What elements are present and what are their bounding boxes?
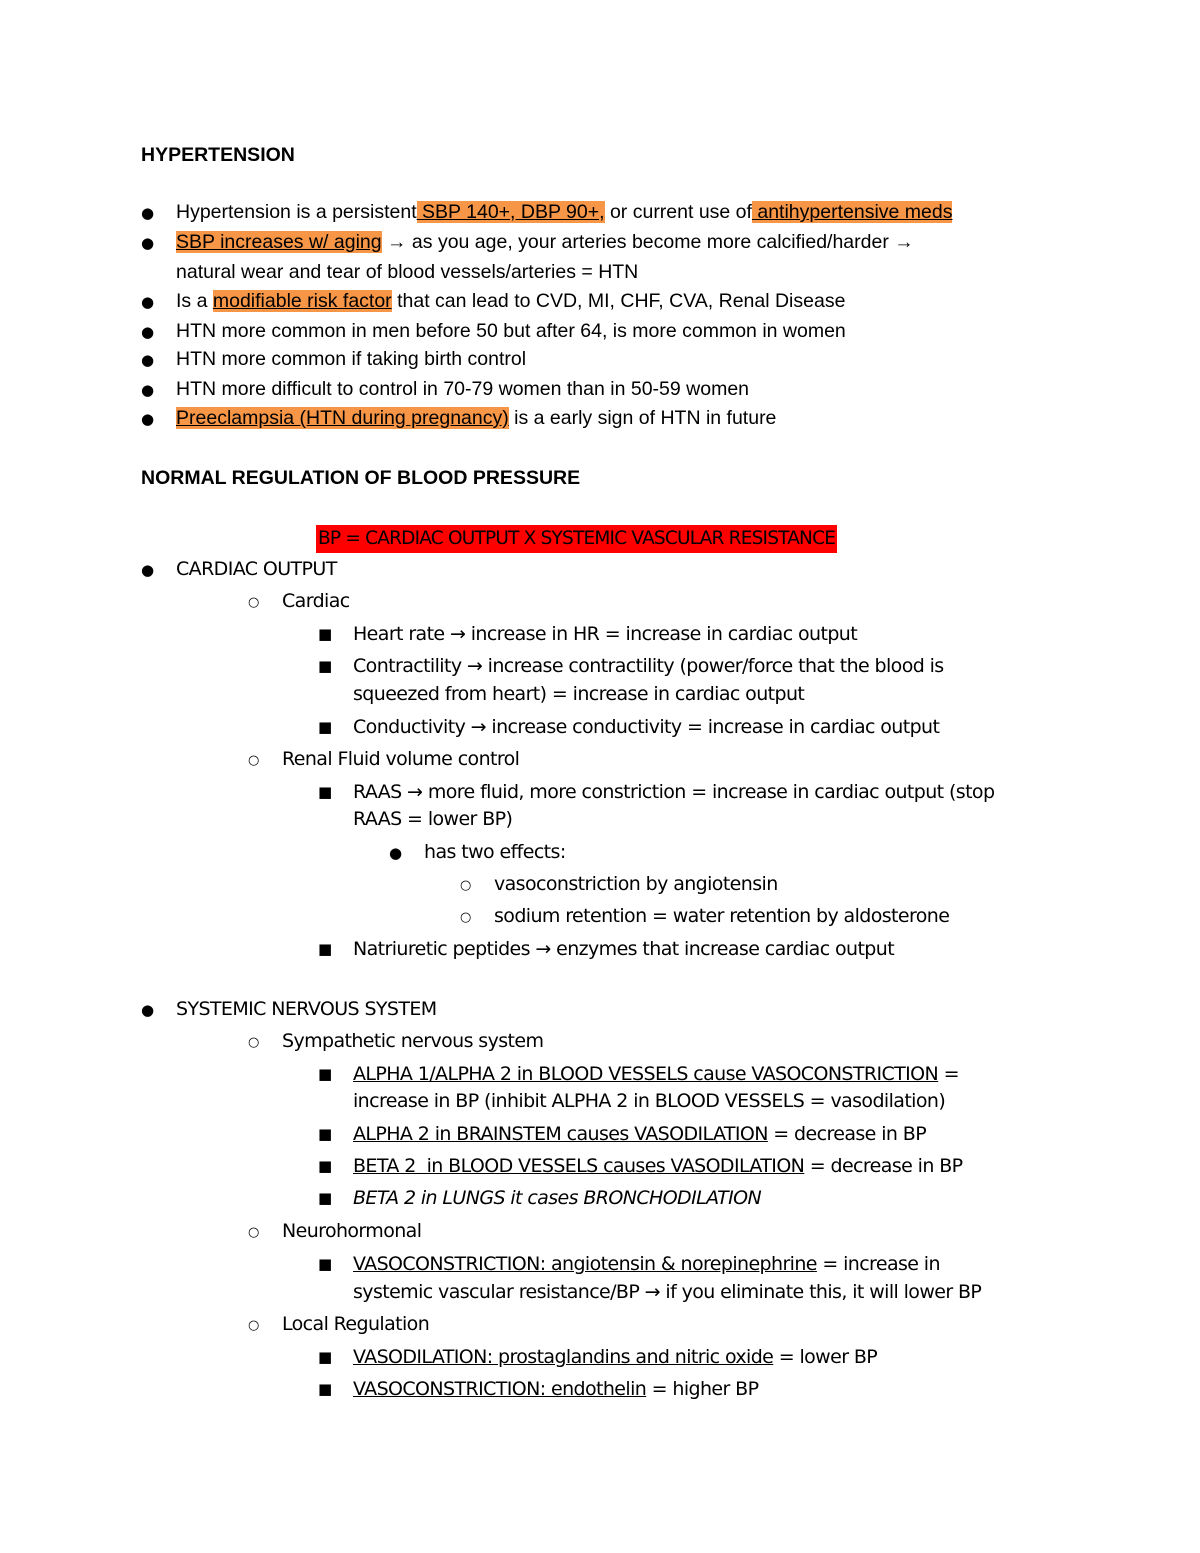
bullet-square: ■ <box>318 783 333 801</box>
alpha-brainstem: ALPHA 2 in BRAINSTEM causes VASODILATION = decrease in BP <box>353 1123 927 1145</box>
htn-definition: Hypertension is a persistent SBP 140+, DBP 90+, or current use of antihypertensive meds <box>176 201 953 223</box>
renal-fluid: Renal Fluid volume control <box>282 748 520 770</box>
htn-birth-control: HTN more common if taking birth control <box>176 348 527 370</box>
sbp-aging: SBP increases w/ aging → as you age, your arteries become more calcified/harder → <box>176 231 914 253</box>
bullet-dot: ● <box>141 204 155 222</box>
raas: RAAS → more fluid, more constriction = increase in cardiac output (stop <box>353 781 995 803</box>
sodium-retention: sodium retention = water retention by aldosterone <box>494 905 950 927</box>
bullet-square: ■ <box>318 625 333 643</box>
two-effects: has two effects: <box>424 841 566 863</box>
bullet-dot: ● <box>141 293 155 311</box>
bullet-square: ■ <box>318 1348 333 1366</box>
bullet-square: ■ <box>318 1065 333 1083</box>
vasoconstriction-local: VASOCONSTRICTION: endothelin = higher BP <box>353 1378 759 1400</box>
contractility: Contractility → increase contractility (power/force that the blood is <box>353 655 944 677</box>
beta-vessels: BETA 2 in BLOOD VESSELS causes VASODILATION = decrease in BP <box>353 1155 963 1177</box>
htn-control-women: HTN more difficult to control in 70-79 women than in 50-59 women <box>176 378 750 400</box>
bullet-square: ■ <box>318 1380 333 1398</box>
bullet-ring: ○ <box>248 753 260 768</box>
bullet-square: ■ <box>318 718 333 736</box>
bullet-ring: ○ <box>248 1035 260 1050</box>
raas-cont: RAAS = lower BP) <box>353 808 513 830</box>
bullet-square: ■ <box>318 1255 333 1273</box>
vasoconstriction-neuro-cont: systemic vascular resistance/BP → if you eliminate this, it will lower BP <box>353 1281 982 1303</box>
cardiac-output-heading: CARDIAC OUTPUT <box>176 558 337 580</box>
modifiable-risk: Is a modifiable risk factor that can lead to CVD, MI, CHF, CVA, Renal Disease <box>176 290 846 312</box>
bullet-square: ■ <box>318 657 333 675</box>
sbp-aging-cont: natural wear and tear of blood vessels/arteries = HTN <box>176 261 639 283</box>
vasoconstriction-angiotensin: vasoconstriction by angiotensin <box>494 873 778 895</box>
conductivity: Conductivity → increase conductivity = increase in cardiac output <box>353 716 940 738</box>
htn-men-women: HTN more common in men before 50 but after 64, is more common in women <box>176 320 846 342</box>
heart-rate: Heart rate → increase in HR = increase in cardiac output <box>353 623 858 645</box>
vasodilation-local: VASODILATION: prostaglandins and nitric oxide = lower BP <box>353 1346 878 1368</box>
hypertension-heading: HYPERTENSION <box>141 144 295 166</box>
bullet-square: ■ <box>318 940 333 958</box>
beta-lungs: BETA 2 in LUNGS it cases BRONCHODILATION <box>353 1187 762 1209</box>
preeclampsia: Preeclampsia (HTN during pregnancy) is a early sign of HTN in future <box>176 407 777 429</box>
bullet-ring: ○ <box>248 1318 260 1333</box>
cardiac-item: Cardiac <box>282 590 350 612</box>
bullet-dot: ● <box>141 561 155 579</box>
bullet-dot: ● <box>141 351 155 369</box>
alpha-vessels: ALPHA 1/ALPHA 2 in BLOOD VESSELS cause VASOCONSTRICTION = <box>353 1063 959 1085</box>
local-regulation: Local Regulation <box>282 1313 430 1335</box>
bullet-square: ■ <box>318 1189 333 1207</box>
contractility-cont: squeezed from heart) = increase in cardiac output <box>353 683 805 705</box>
bullet-ring: ○ <box>248 1225 260 1240</box>
bullet-dot: ● <box>389 844 403 862</box>
bullet-dot: ● <box>141 323 155 341</box>
bullet-ring: ○ <box>248 595 260 610</box>
systemic-nervous-heading: SYSTEMIC NERVOUS SYSTEM <box>176 998 437 1020</box>
sympathetic: Sympathetic nervous system <box>282 1030 544 1052</box>
bullet-dot: ● <box>141 234 155 252</box>
regulation-heading: NORMAL REGULATION OF BLOOD PRESSURE <box>141 467 581 489</box>
bullet-dot: ● <box>141 410 155 428</box>
neurohormonal: Neurohormonal <box>282 1220 422 1242</box>
bullet-ring: ○ <box>460 910 472 925</box>
natriuretic-peptides: Natriuretic peptides → enzymes that increase cardiac output <box>353 938 895 960</box>
bullet-dot: ● <box>141 381 155 399</box>
bullet-dot: ● <box>141 1001 155 1019</box>
bullet-square: ■ <box>318 1157 333 1175</box>
bullet-square: ■ <box>318 1125 333 1143</box>
vasoconstriction-neuro: VASOCONSTRICTION: angiotensin & norepinephrine = increase in <box>353 1253 940 1275</box>
alpha-vessels-cont: increase in BP (inhibit ALPHA 2 in BLOOD VESSELS = vasodilation) <box>353 1090 946 1112</box>
bullet-ring: ○ <box>460 878 472 893</box>
bp-formula: BP = CARDIAC OUTPUT X SYSTEMIC VASCULAR RESISTANCE <box>316 525 837 553</box>
